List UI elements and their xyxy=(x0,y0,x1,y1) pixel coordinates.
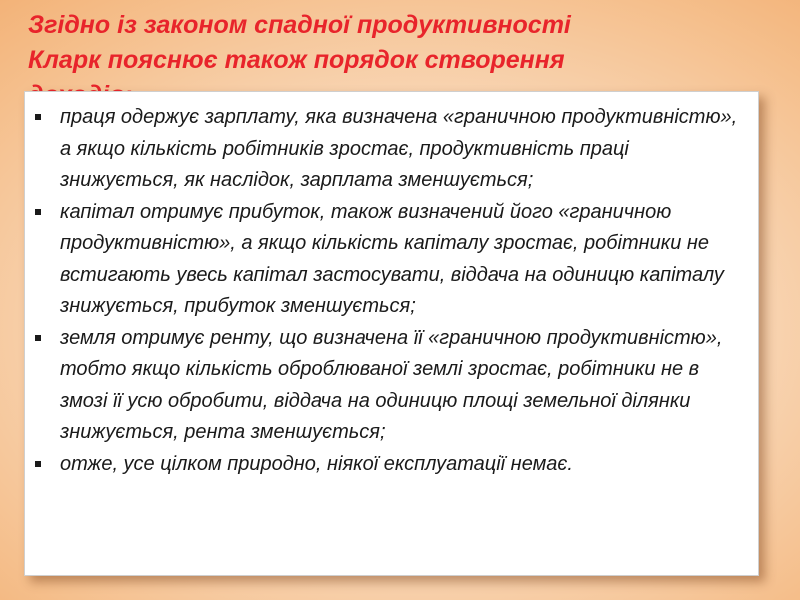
content-box xyxy=(24,91,759,576)
bullet-item-capital xyxy=(34,197,742,323)
bullet-list xyxy=(34,102,742,480)
bullet-text: отже, усе цілком природно, ніякої експлуатації немає. xyxy=(60,452,573,475)
bullet-icon xyxy=(35,114,41,120)
bullet-icon xyxy=(35,209,41,215)
bullet-item-labor xyxy=(34,102,742,197)
bullet-text: праця одержує зарплату, яка визначена «граничною продуктивністю», а якщо кількість робітників зростає, продуктивність праці знижується, як наслідок, зарплата зменшується; xyxy=(60,106,738,191)
bullet-icon xyxy=(35,335,41,341)
bullet-item-conclusion xyxy=(34,449,742,481)
bullet-icon xyxy=(35,461,41,467)
slide-title: Згідно із законом спадної продуктивності Кларк пояснює також порядок створення xyxy=(28,11,571,74)
bullet-text: капітал отримує прибуток, також визначений його «граничною продуктивністю», а якщо кількість капіталу зростає, робітники не встигають увесь капітал застосувати, віддача на одиницю капіталу знижується, прибуток зменшується; xyxy=(60,200,724,317)
bullet-text: земля отримує ренту, що визначена її «граничною продуктивністю», тобто якщо кількість оброблюваної землі зростає, робітники не в змозі її усю обробити, віддача на одиницю площі земельної ділянки знижується, рента зменшується; xyxy=(60,326,723,443)
bullet-item-land xyxy=(34,323,742,449)
